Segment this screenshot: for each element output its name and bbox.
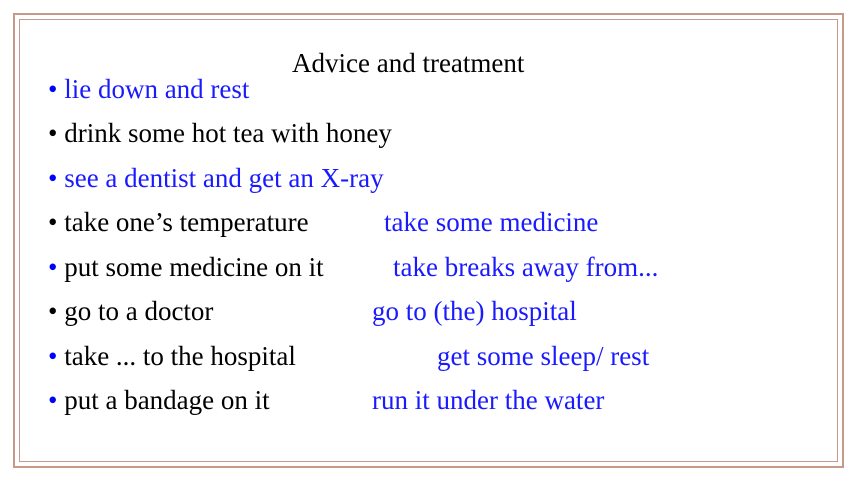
advice-text: lie down and rest (64, 74, 250, 104)
list-item-8 (48, 383, 270, 417)
treatment-text: go to (the) hospital (372, 296, 577, 326)
treatment-text: run it under the water (372, 385, 605, 415)
bullet-icon: • (48, 252, 58, 282)
advice-text: put a bandage on it (64, 385, 270, 415)
list-item-4 (48, 205, 309, 239)
advice-text: go to a doctor (64, 296, 214, 326)
advice-text: put some medicine on it (64, 252, 324, 282)
treatment-text: take breaks away from... (393, 252, 659, 282)
list-item-5 (48, 250, 324, 284)
page-title: Advice and treatment (292, 48, 525, 78)
advice-text: take ... to the hospital (64, 341, 296, 371)
bullet-icon: • (48, 163, 58, 193)
bullet-icon: • (48, 385, 58, 415)
advice-text: drink some hot tea with honey (64, 118, 392, 148)
bullet-icon: • (48, 207, 58, 237)
treatment-text: get some sleep/ rest (437, 341, 650, 371)
treatment-text: take some medicine (384, 207, 599, 237)
bullet-icon: • (48, 74, 58, 104)
list-item-7 (48, 339, 296, 373)
list-item-2 (48, 116, 392, 150)
list-item-1 (48, 72, 249, 106)
bullet-icon: • (48, 341, 58, 371)
list-item-6 (48, 294, 213, 328)
bullet-icon: • (48, 118, 58, 148)
advice-text: see a dentist and get an X-ray (64, 163, 384, 193)
list-item-3 (48, 161, 384, 195)
bullet-icon: • (48, 296, 58, 326)
advice-text: take one’s temperature (64, 207, 309, 237)
